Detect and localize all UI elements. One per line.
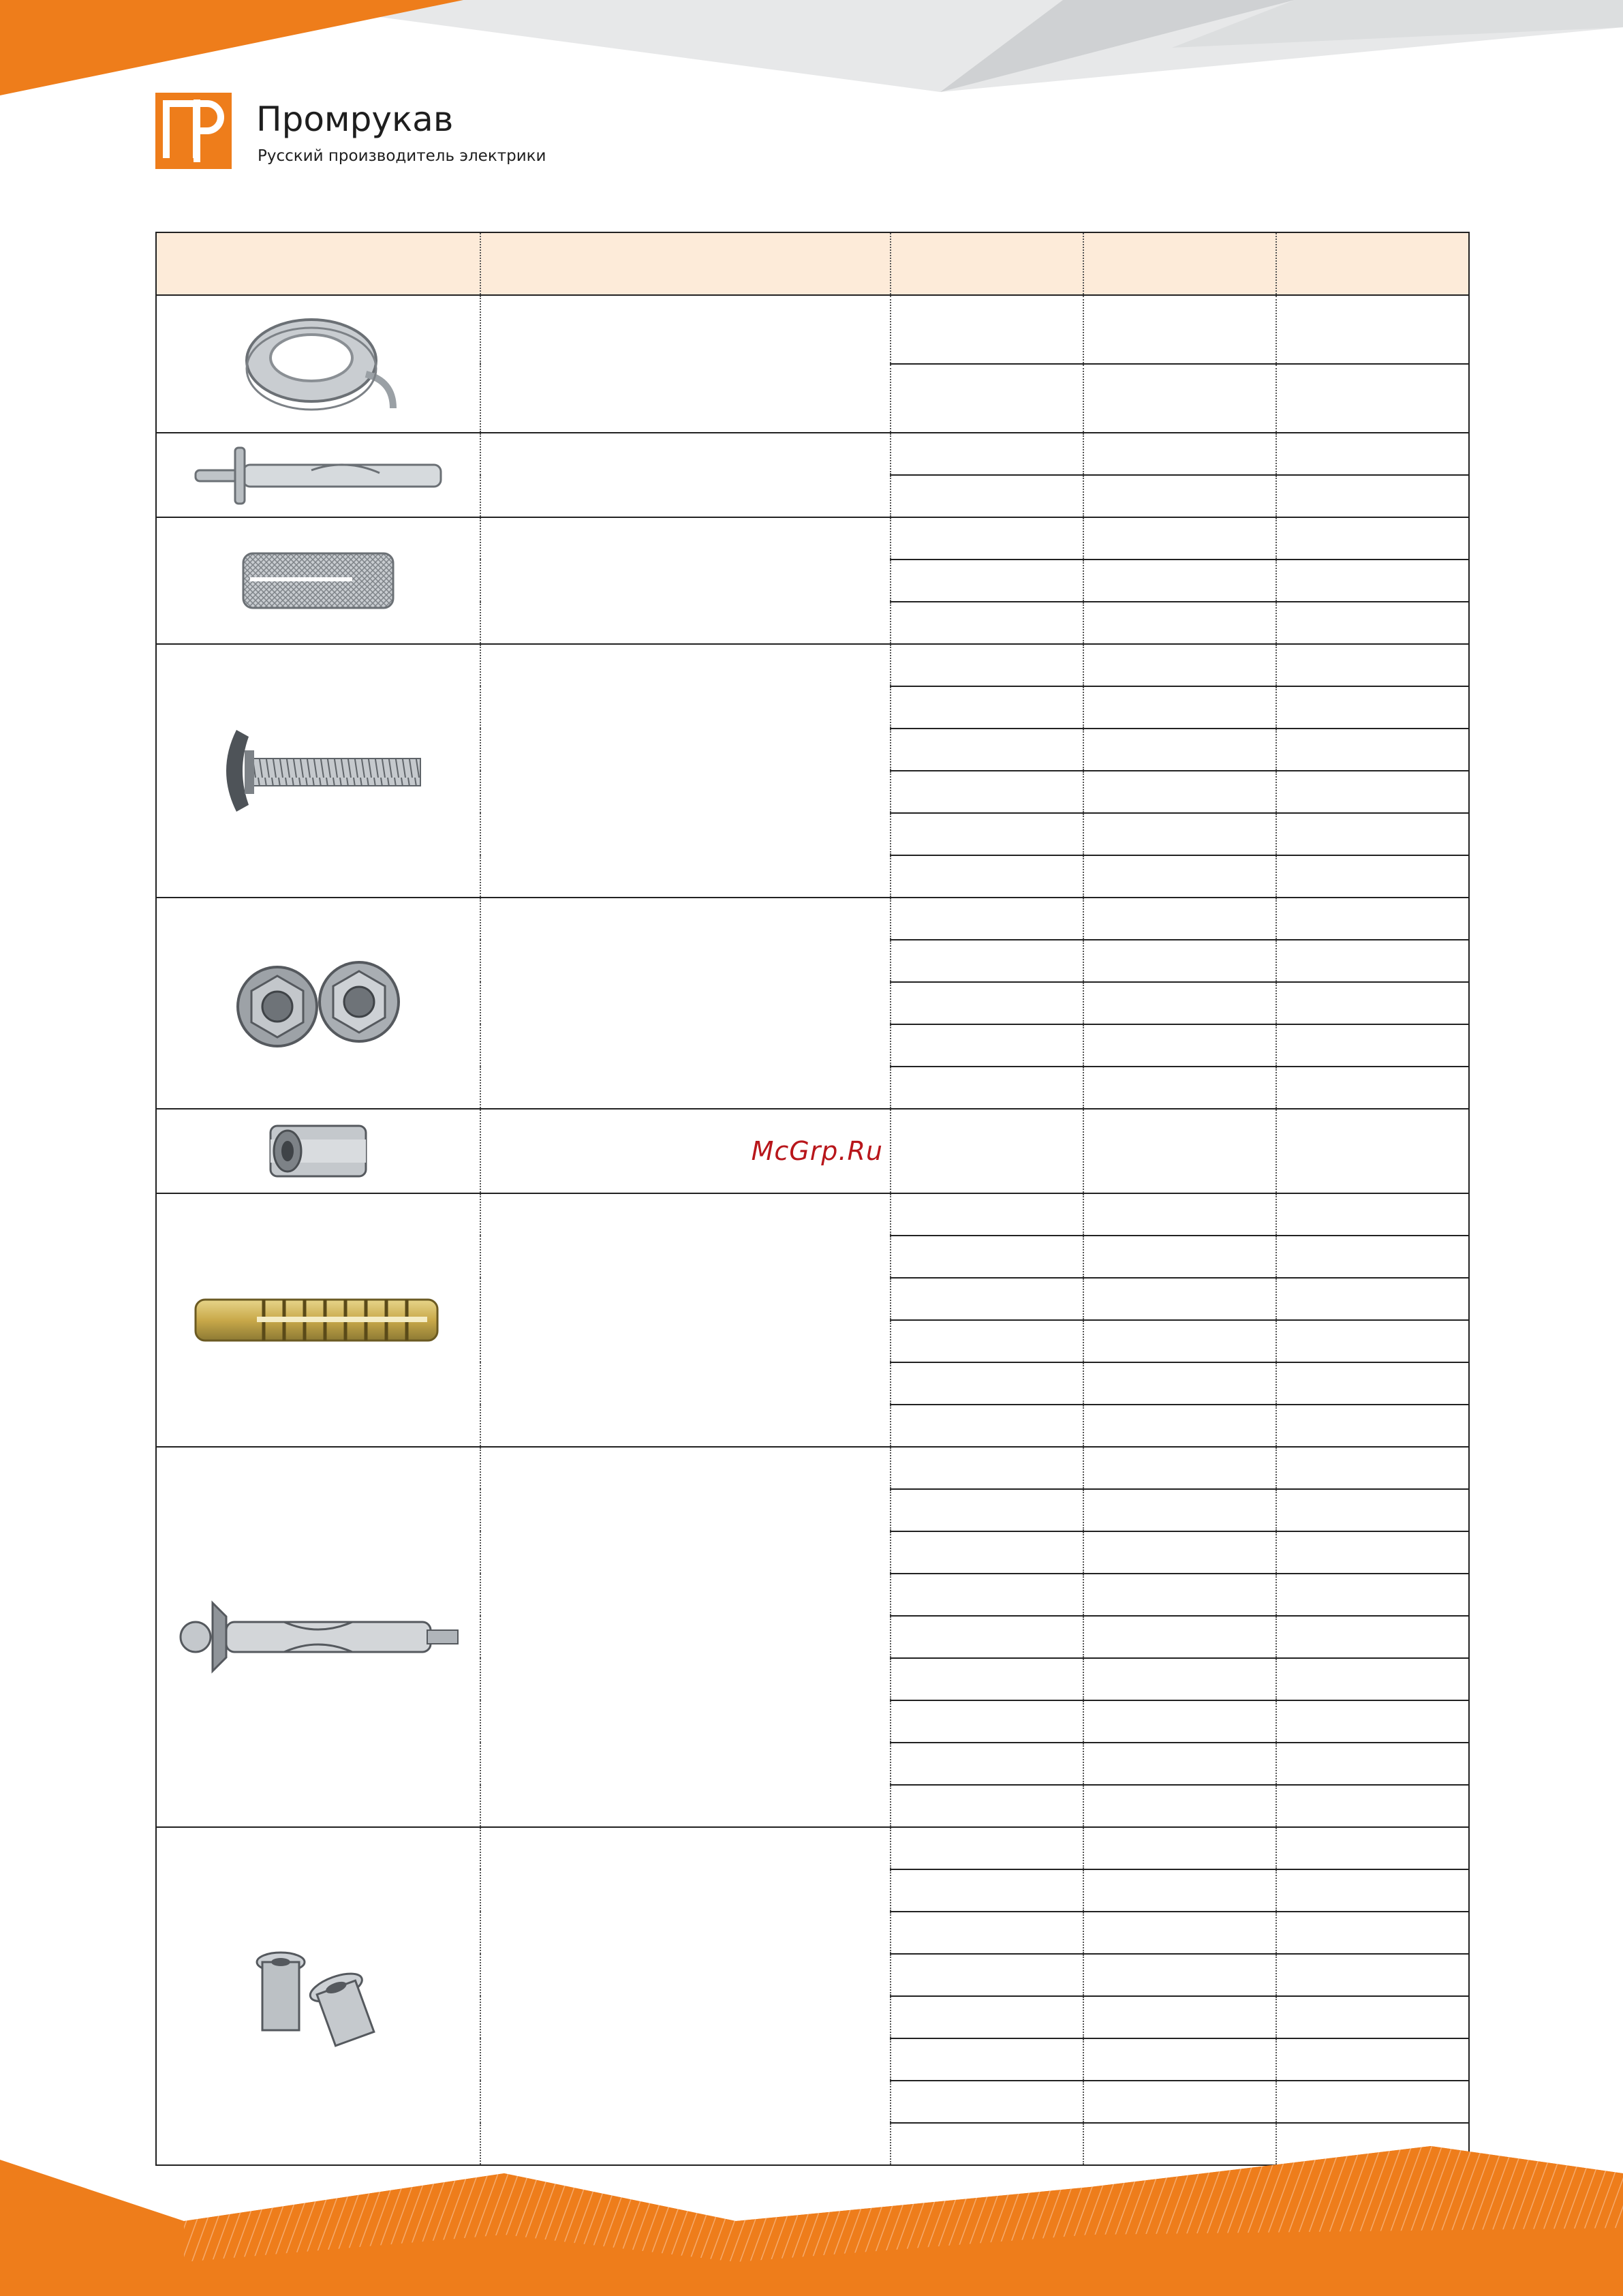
table-cell [1083,1193,1276,1236]
table-cell [1083,1574,1276,1616]
table-cell [1276,940,1469,982]
table-cell [1083,1320,1276,1362]
table-cell [891,2038,1083,2081]
bottom-decorative-band [0,2146,1623,2296]
table-cell [1276,1574,1469,1616]
table-cell [891,433,1083,475]
header-cell-col3 [891,232,1083,295]
table-row [156,898,1469,940]
table-cell [1276,1996,1469,2038]
table-cell [891,1236,1083,1278]
table-cell [891,1489,1083,1531]
table-cell [1083,1616,1276,1658]
table-cell [1276,982,1469,1024]
table-cell [1276,1658,1469,1700]
table-row [156,1447,1469,1489]
brand-logo-icon [155,93,232,169]
table-cell [1083,729,1276,771]
table-cell [891,771,1083,813]
product-description-cell [480,1447,891,1827]
table-cell [1083,1700,1276,1743]
table-cell [1276,295,1469,364]
table-cell [891,1574,1083,1616]
serrated-flange-nuts-image [230,996,407,1009]
table-cell [1276,560,1469,602]
knurled-drop-in-anchor-image [236,574,400,587]
table-cell [891,1067,1083,1109]
table-cell [891,855,1083,898]
table-cell [891,1405,1083,1447]
product-image-cell [156,295,480,433]
table-header-row [156,232,1469,295]
product-description-cell [480,517,891,644]
table-cell [1276,1193,1469,1236]
table-cell [1083,1024,1276,1067]
table-cell [891,1109,1083,1193]
table-cell [1276,813,1469,855]
table-cell [1083,940,1276,982]
brand-name: Промрукав [256,100,454,139]
product-description-cell [480,433,891,517]
table-cell [891,1827,1083,1869]
table-cell [1083,813,1276,855]
table-cell [1276,771,1469,813]
table-cell [1276,686,1469,729]
table-cell [1083,982,1276,1024]
table-cell [1276,644,1469,686]
table-cell [891,940,1083,982]
ceiling-wedge-anchor-image [189,468,448,481]
table-cell [1083,1362,1276,1405]
table-row [156,433,1469,475]
table-cell [1083,517,1276,560]
product-image-cell [156,1827,480,2165]
table-cell [1276,517,1469,560]
table-cell [1083,602,1276,644]
header-cell-col5 [1276,232,1469,295]
table-cell [1276,1447,1469,1489]
table-cell [1083,1531,1276,1574]
table-cell [1083,1236,1276,1278]
table-cell [891,475,1083,517]
table-cell [1083,364,1276,433]
table-cell [1276,1024,1469,1067]
table-cell [1276,855,1469,898]
table-cell [1083,433,1276,475]
table-cell [891,1320,1083,1362]
table-cell [1276,729,1469,771]
table-cell [891,813,1083,855]
header-cell-description [480,232,891,295]
table-cell [1083,1827,1276,1869]
product-description-cell [480,1193,891,1447]
product-image-cell [156,1447,480,1827]
top-decorative-band [0,0,1623,102]
product-description-cell [480,1109,891,1193]
table-cell [1083,898,1276,940]
table-cell [891,1362,1083,1405]
table-cell [891,898,1083,940]
table-cell [1083,1405,1276,1447]
product-image-cell [156,433,480,517]
table-cell [891,1869,1083,1912]
table-cell [1276,1954,1469,1996]
watermark-text: McGrp.Ru [751,1136,883,1166]
table-cell [1276,898,1469,940]
table-cell [1083,1743,1276,1785]
table-cell [1083,295,1276,364]
product-description-cell [480,644,891,898]
table-cell [891,1278,1083,1320]
table-cell [1276,1869,1469,1912]
product-image-cell [156,1109,480,1193]
table-cell [891,644,1083,686]
table-cell [891,295,1083,364]
table-cell [891,729,1083,771]
brand-tagline: Русский производитель электрики [258,147,546,165]
product-image-cell [156,517,480,644]
table-cell [891,1193,1083,1236]
table-cell [1083,1658,1276,1700]
table-cell [1083,1489,1276,1531]
table-cell [891,982,1083,1024]
table-cell [1083,644,1276,686]
table-cell [891,364,1083,433]
table-cell [1276,1531,1469,1574]
table-cell [891,2081,1083,2123]
product-image-cell [156,898,480,1109]
flange-head-screw-image [209,764,427,777]
table-cell [1276,1912,1469,1954]
table-cell [891,517,1083,560]
table-row [156,295,1469,364]
table-row [156,1109,1469,1193]
table-cell [1083,855,1276,898]
table-cell [891,1996,1083,2038]
table-cell [1276,1405,1469,1447]
table-cell [1276,2081,1469,2123]
table-cell [891,1954,1083,1996]
table-cell [891,1447,1083,1489]
table-cell [1083,475,1276,517]
table-cell [891,1658,1083,1700]
table-cell [1083,686,1276,729]
table-cell [1083,1067,1276,1109]
table-cell [1083,1109,1276,1193]
table-cell [1083,2081,1276,2123]
header-cell-col4 [1083,232,1276,295]
product-image-cell [156,1193,480,1447]
table-cell [1276,433,1469,475]
table-cell [1276,1700,1469,1743]
table-cell [1083,771,1276,813]
zinc-metal-plug-anchor-image [189,1313,448,1326]
table-row [156,644,1469,686]
table-cell [1276,1489,1469,1531]
table-cell [1083,1912,1276,1954]
header-cell-image [156,232,480,295]
table-cell [1276,364,1469,433]
coupling-nut-image [264,1144,373,1157]
table-cell [1276,602,1469,644]
table-cell [1276,475,1469,517]
product-description-cell [480,1827,891,2165]
table-cell [891,560,1083,602]
table-row [156,1193,1469,1236]
table-cell [891,1912,1083,1954]
product-image-cell [156,644,480,898]
product-description-cell [480,295,891,433]
table-cell [1276,1827,1469,1869]
table-cell [1083,1954,1276,1996]
table-cell [891,1531,1083,1574]
table-cell [1083,2038,1276,2081]
table-cell [1083,1447,1276,1489]
table-cell [1083,1278,1276,1320]
table-cell [1276,1743,1469,1785]
table-cell [1276,1616,1469,1658]
table-cell [1276,1067,1469,1109]
table-cell [891,1785,1083,1827]
table-cell [1276,1278,1469,1320]
table-cell [891,686,1083,729]
table-row [156,517,1469,560]
table-cell [1276,1236,1469,1278]
product-table [155,232,1468,2166]
table-cell [1276,1362,1469,1405]
table-cell [1083,1996,1276,2038]
table-cell [891,1743,1083,1785]
table-cell [891,1700,1083,1743]
table-cell [1276,2038,1469,2081]
table-cell [1083,1785,1276,1827]
table-cell [1276,1109,1469,1193]
table-cell [1083,560,1276,602]
rivet-nuts-image [243,1989,393,2002]
table-row [156,1827,1469,1869]
product-description-cell [480,898,891,1109]
table-cell [1276,1785,1469,1827]
steel-strap-coil-image [230,357,407,370]
table-cell [1083,1869,1276,1912]
molly-hollow-wall-anchor-image [175,1630,461,1643]
table-cell [891,1616,1083,1658]
table-cell [1276,1320,1469,1362]
table-cell [891,602,1083,644]
table-cell [891,1024,1083,1067]
